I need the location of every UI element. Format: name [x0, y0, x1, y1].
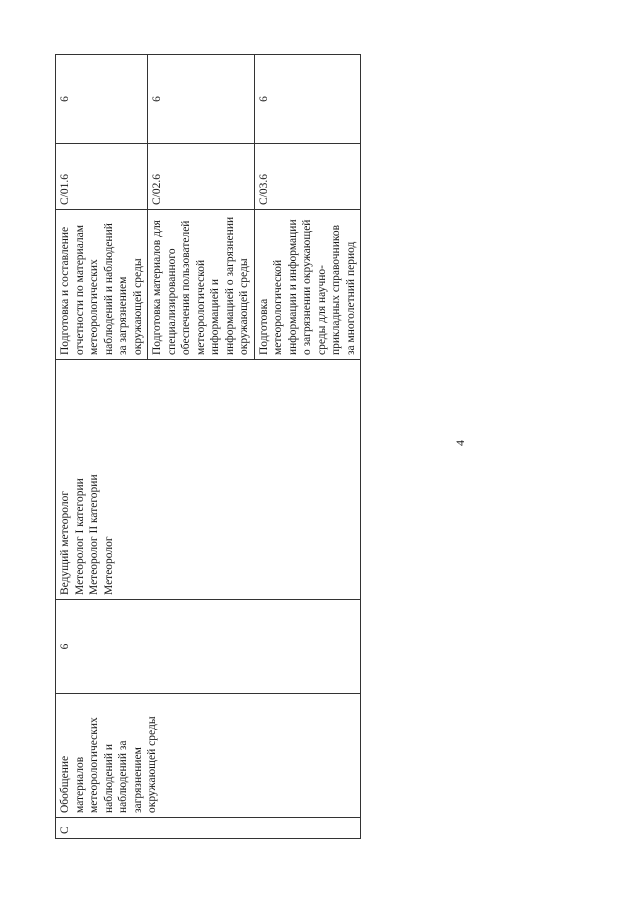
table-row	[56, 55, 148, 839]
labor-function-name: Подготовка метеорологической информации и информации о загрязнении окружающей среды для научно-прикладных справочников за многолетний период	[254, 210, 361, 360]
labor-function-code: C/01.6	[56, 144, 148, 210]
job-titles-cell	[56, 360, 361, 600]
labor-function-level: 6	[56, 55, 148, 144]
labor-function-name: Подготовка и составление отчетности по материалам метеорологических наблюдений и наблюдений за загрязнением окружающей среды	[56, 210, 148, 360]
labor-function-level: 6	[254, 55, 361, 144]
qualification-level-cell: 6	[56, 600, 361, 694]
labor-function-level: 6	[148, 55, 255, 144]
competency-table	[55, 54, 361, 839]
job-title: Метеоролог	[102, 536, 115, 595]
labor-function-code: C/03.6	[254, 144, 361, 210]
rotated-table-container	[55, 55, 357, 839]
labor-function-code: C/02.6	[148, 144, 255, 210]
job-title: Метеоролог II категории	[88, 474, 100, 595]
job-title: Метеоролог I категории	[73, 478, 86, 595]
job-title: Ведущий метеоролог	[59, 490, 71, 595]
code-cell: C	[56, 818, 361, 839]
page-number: 4	[453, 440, 467, 446]
labor-function-name: Подготовка материалов для специализированного обеспечения пользователей метеорологической информацией и информацией о загрязнении окружающей среды	[148, 210, 255, 360]
generalized-function-cell: Обобщение материалов метеорологических наблюдений и наблюдений за загрязнением окружающей среды	[56, 694, 361, 818]
